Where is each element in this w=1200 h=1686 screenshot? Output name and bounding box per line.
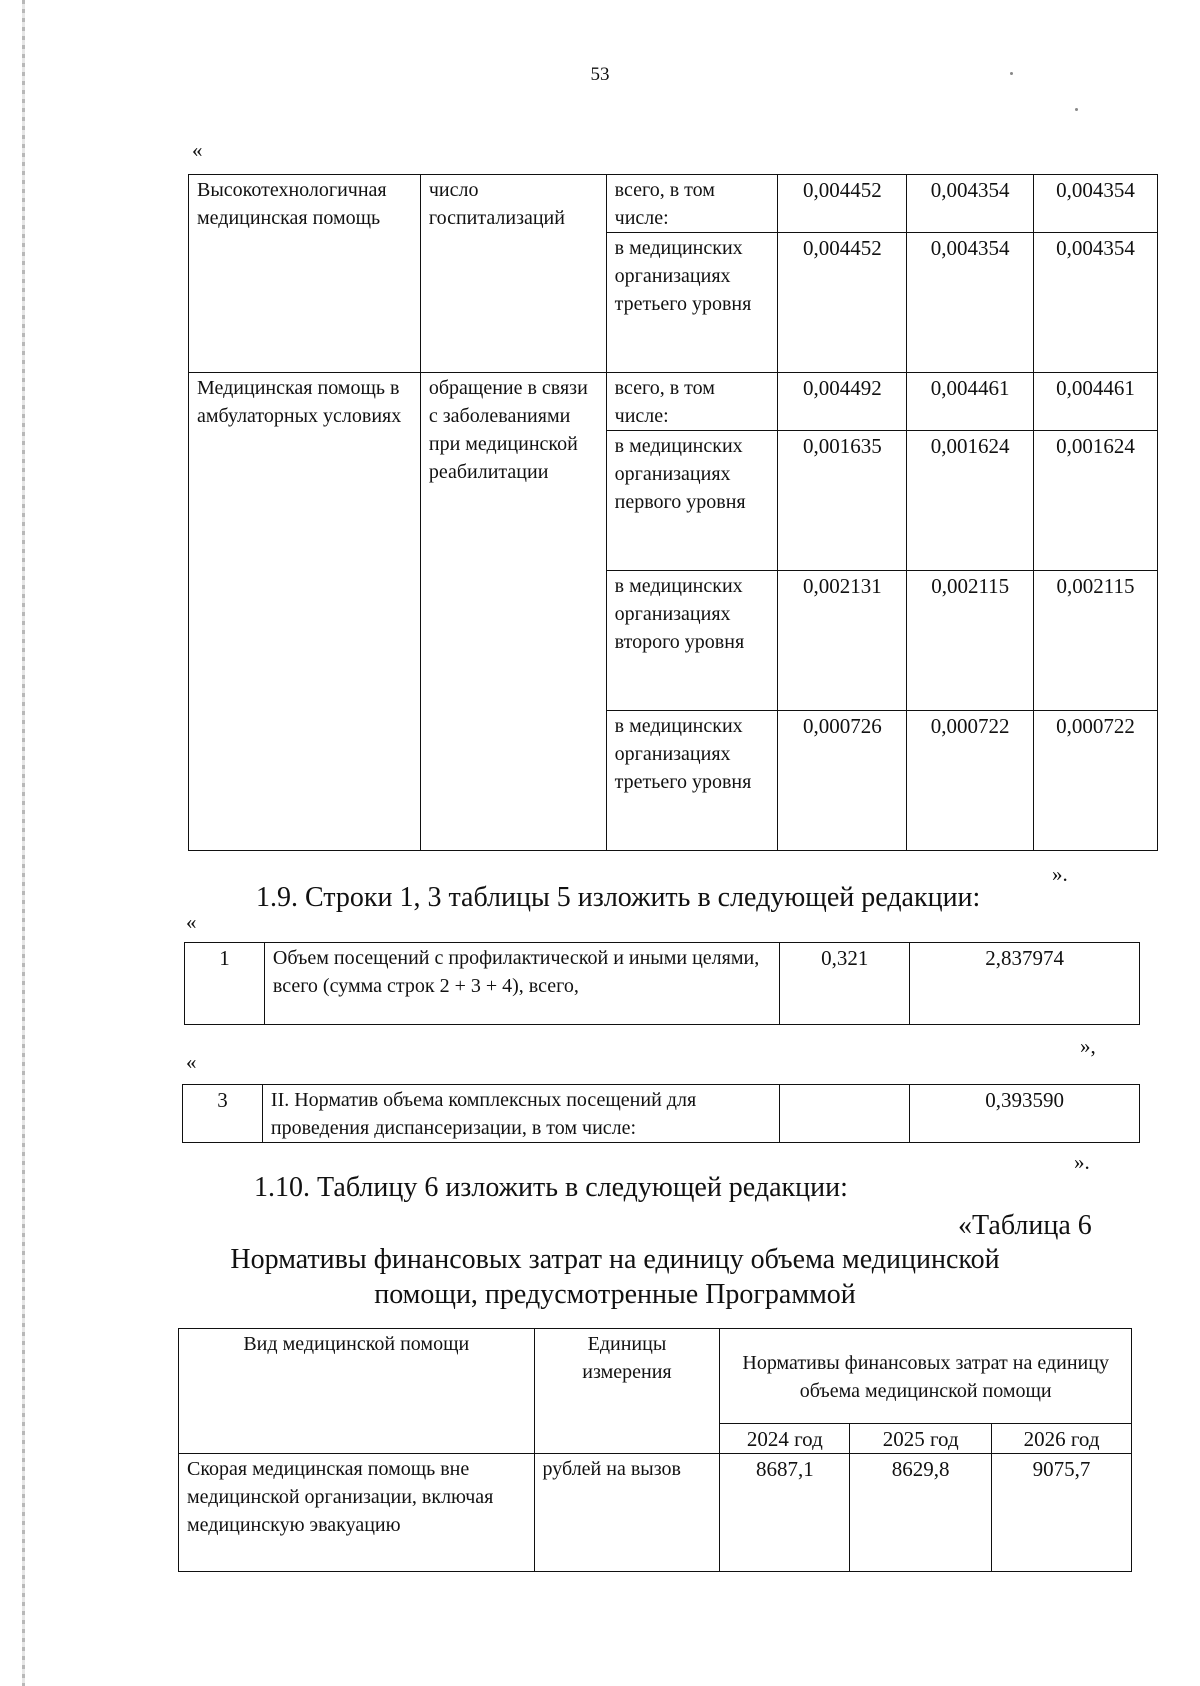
table-row (183, 1085, 1140, 1143)
close-quote: ». (1074, 1150, 1090, 1174)
section-1-9-heading: 1.9. Строки 1, 3 таблицы 5 изложить в следующей редакции: (256, 882, 981, 913)
table6-financial-norms (178, 1328, 1132, 1572)
table5-row3 (182, 1084, 1140, 1143)
row-unit: рублей на вызов (534, 1454, 720, 1572)
table6-title-line2: помощи, предусмотренные Программой (374, 1279, 856, 1310)
value-2025: 0,004354 (907, 175, 1034, 233)
unit-cell: обращение в связи с заболеваниями при медицинской реабилитации (420, 373, 606, 851)
row-text: Объем посещений с профилактической и иными целями, всего (сумма строк 2 + 3 + 4), всего, (264, 943, 779, 1025)
care-type-cell: Высокотехнологичная медицинская помощь (189, 175, 421, 373)
value-2024: 0,004492 (778, 373, 907, 431)
table-row (189, 175, 1158, 233)
header-care-type: Вид медицинской помощи (179, 1329, 535, 1454)
table6-title-line1: Нормативы финансовых затрат на единицу объема медицинской (230, 1244, 1000, 1275)
value-2025: 0,004354 (907, 233, 1034, 373)
close-quote: ». (1052, 862, 1068, 886)
header-year-2024: 2024 год (720, 1424, 850, 1454)
value-2026: 0,004354 (1034, 233, 1158, 373)
row-value-2026: 9075,7 (992, 1454, 1132, 1572)
value-2024: 0,004452 (778, 175, 907, 233)
header-unit: Единицы измерения (534, 1329, 720, 1454)
scan-speck (1075, 108, 1078, 111)
value-2024: 0,000726 (778, 711, 907, 851)
sub-label-cell: в медицинских организациях второго уровня (606, 571, 778, 711)
row-number: 3 (183, 1085, 263, 1143)
value-2025: 0,004461 (907, 373, 1034, 431)
value-2026: 0,004354 (1034, 175, 1158, 233)
table5-row1 (184, 942, 1140, 1025)
row-care-type: Скорая медицинская помощь вне медицинской организации, включая медицинскую эвакуацию (179, 1454, 535, 1572)
value-2025: 0,002115 (907, 571, 1034, 711)
row-number: 1 (185, 943, 265, 1025)
value-2025: 0,001624 (907, 431, 1034, 571)
header-year-2026: 2026 год (992, 1424, 1132, 1454)
row-text: II. Норматив объема комплексных посещений для проведения диспансеризации, в том числе: (262, 1085, 779, 1143)
close-quote: », (1080, 1034, 1096, 1058)
sub-label-cell: всего, в том числе: (606, 373, 778, 431)
table-row (185, 943, 1140, 1025)
value-2026: 0,004461 (1034, 373, 1158, 431)
row-value-1: 0,321 (780, 943, 910, 1025)
header-norms: Нормативы финансовых затрат на единицу объема медицинской помощи (720, 1329, 1132, 1424)
value-2026: 0,001624 (1034, 431, 1158, 571)
table-row (179, 1454, 1132, 1572)
row-value-1 (780, 1085, 910, 1143)
table6-label: «Таблица 6 (958, 1210, 1092, 1241)
open-quote: « (186, 1050, 197, 1074)
table-volume-norms (188, 174, 1158, 851)
sub-label-cell: в медицинских организациях третьего уровня (606, 711, 778, 851)
table-row (189, 373, 1158, 431)
care-type-cell: Медицинская помощь в амбулаторных условиях (189, 373, 421, 851)
header-year-2025: 2025 год (850, 1424, 992, 1454)
value-2026: 0,002115 (1034, 571, 1158, 711)
page-number: 53 (590, 64, 610, 85)
sub-label-cell: в медицинских организациях первого уровня (606, 431, 778, 571)
sub-label-cell: в медицинских организациях третьего уровня (606, 233, 778, 373)
open-quote: « (192, 138, 203, 162)
unit-cell: число госпитализаций (420, 175, 606, 373)
row-value-2: 2,837974 (910, 943, 1140, 1025)
value-2026: 0,000722 (1034, 711, 1158, 851)
row-value-2: 0,393590 (910, 1085, 1140, 1143)
table-row (179, 1329, 1132, 1424)
row-value-2024: 8687,1 (720, 1454, 850, 1572)
section-1-10-heading: 1.10. Таблицу 6 изложить в следующей редакции: (254, 1172, 848, 1203)
sub-label-cell: всего, в том числе: (606, 175, 778, 233)
row-value-2025: 8629,8 (850, 1454, 992, 1572)
value-2025: 0,000722 (907, 711, 1034, 851)
value-2024: 0,002131 (778, 571, 907, 711)
value-2024: 0,004452 (778, 233, 907, 373)
value-2024: 0,001635 (778, 431, 907, 571)
open-quote: « (186, 910, 197, 934)
scan-edge-artifact (22, 0, 25, 1686)
